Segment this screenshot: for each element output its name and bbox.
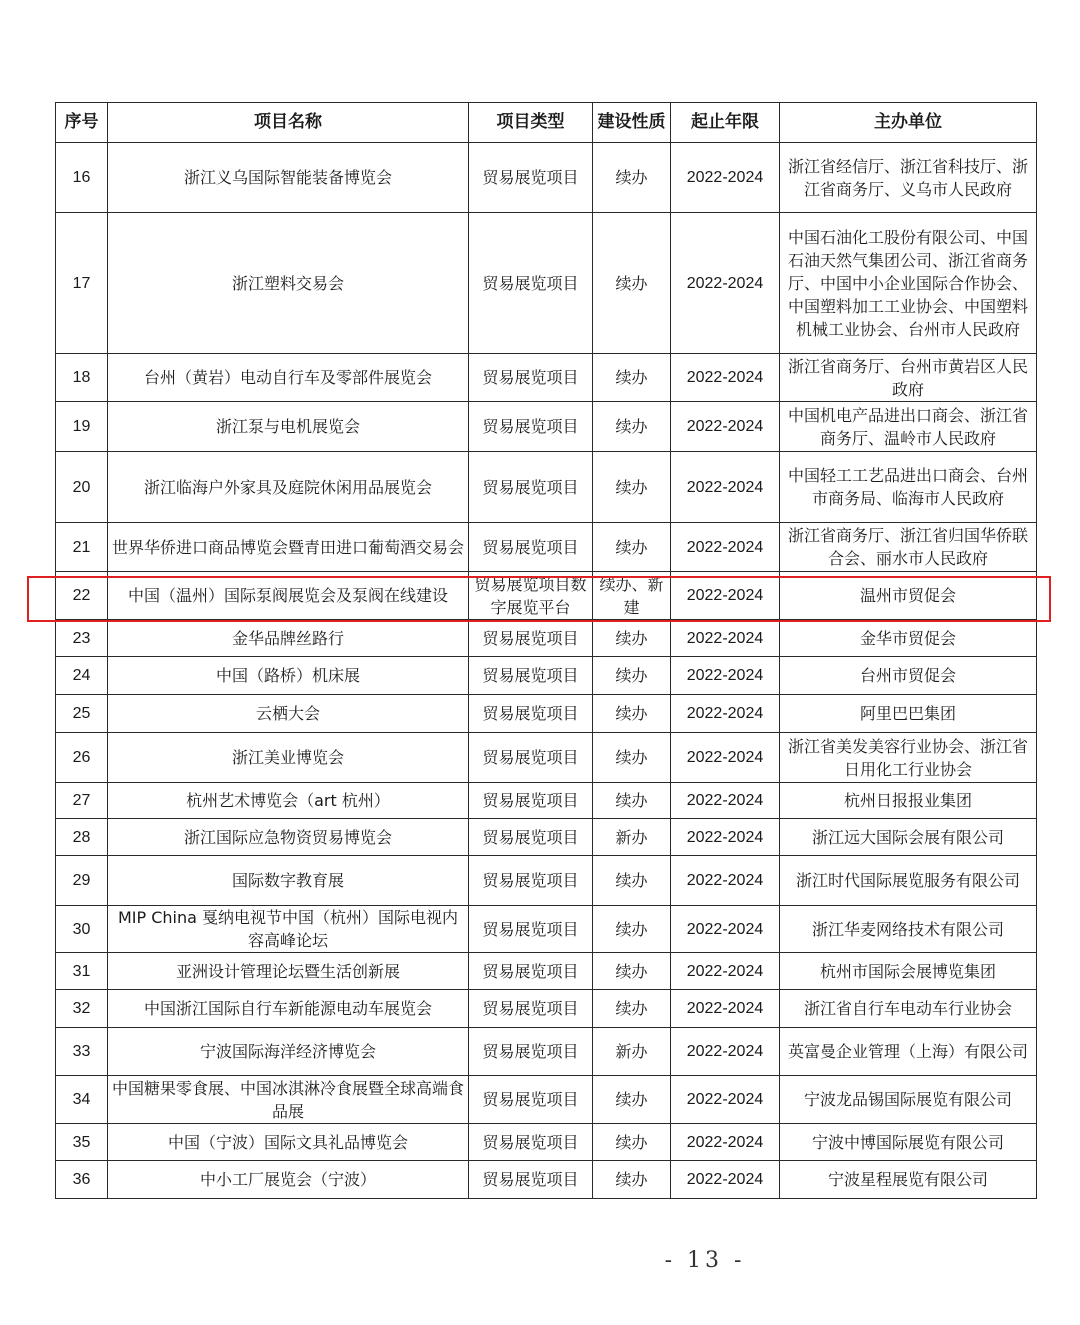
cell-organizer: 杭州市国际会展博览集团	[780, 953, 1037, 990]
cell-project-name: 中国浙江国际自行车新能源电动车展览会	[108, 990, 469, 1028]
cell-project-name: 亚洲设计管理论坛暨生活创新展	[108, 953, 469, 990]
cell-project-name: 中国（温州）国际泵阀展览会及泵阀在线建设	[108, 572, 469, 620]
cell-seq: 33	[56, 1028, 108, 1076]
cell-project-type: 贸易展览项目	[469, 1076, 593, 1124]
header-organizer: 主办单位	[780, 103, 1037, 143]
table-row	[56, 733, 1037, 783]
cell-seq: 17	[56, 213, 108, 354]
cell-project-type: 贸易展览项目	[469, 402, 593, 452]
table-row	[56, 819, 1037, 856]
cell-seq: 26	[56, 733, 108, 783]
cell-organizer: 台州市贸促会	[780, 657, 1037, 695]
cell-project-name: 浙江义乌国际智能装备博览会	[108, 143, 469, 213]
table-row	[56, 143, 1037, 213]
cell-nature: 续办	[593, 733, 671, 783]
cell-period: 2022-2024	[671, 695, 780, 733]
cell-project-type: 贸易展览项目	[469, 1161, 593, 1199]
cell-seq: 36	[56, 1161, 108, 1199]
cell-organizer: 中国机电产品进出口商会、浙江省商务厅、温岭市人民政府	[780, 402, 1037, 452]
cell-period: 2022-2024	[671, 819, 780, 856]
table-row	[56, 572, 1037, 620]
cell-nature: 续办	[593, 1124, 671, 1161]
table-row	[56, 1124, 1037, 1161]
cell-period: 2022-2024	[671, 856, 780, 906]
cell-seq: 35	[56, 1124, 108, 1161]
cell-project-name: 中国糖果零食展、中国冰淇淋冷食展暨全球高端食品展	[108, 1076, 469, 1124]
cell-nature: 续办	[593, 657, 671, 695]
cell-project-type: 贸易展览项目	[469, 1124, 593, 1161]
cell-project-type: 贸易展览项目	[469, 819, 593, 856]
cell-project-type: 贸易展览项目	[469, 620, 593, 657]
cell-period: 2022-2024	[671, 733, 780, 783]
cell-organizer: 英富曼企业管理（上海）有限公司	[780, 1028, 1037, 1076]
cell-organizer: 浙江省商务厅、浙江省归国华侨联合会、丽水市人民政府	[780, 523, 1037, 572]
cell-project-type: 贸易展览项目	[469, 990, 593, 1028]
cell-nature: 新办	[593, 819, 671, 856]
cell-project-type: 贸易展览项目	[469, 452, 593, 523]
cell-project-type: 贸易展览项目	[469, 906, 593, 953]
cell-project-name: MIP China 戛纳电视节中国（杭州）国际电视内容高峰论坛	[108, 906, 469, 953]
cell-seq: 27	[56, 783, 108, 819]
cell-period: 2022-2024	[671, 1124, 780, 1161]
cell-project-name: 浙江塑料交易会	[108, 213, 469, 354]
cell-project-name: 浙江泵与电机展览会	[108, 402, 469, 452]
cell-seq: 23	[56, 620, 108, 657]
table-row	[56, 620, 1037, 657]
cell-project-name: 宁波国际海洋经济博览会	[108, 1028, 469, 1076]
cell-period: 2022-2024	[671, 990, 780, 1028]
cell-project-name: 浙江国际应急物资贸易博览会	[108, 819, 469, 856]
cell-period: 2022-2024	[671, 452, 780, 523]
cell-project-type: 贸易展览项目	[469, 783, 593, 819]
cell-project-name: 浙江临海户外家具及庭院休闲用品展览会	[108, 452, 469, 523]
cell-nature: 续办	[593, 1161, 671, 1199]
cell-nature: 新办	[593, 1028, 671, 1076]
cell-period: 2022-2024	[671, 213, 780, 354]
cell-seq: 25	[56, 695, 108, 733]
table-row	[56, 452, 1037, 523]
cell-seq: 32	[56, 990, 108, 1028]
table-row	[56, 783, 1037, 819]
cell-project-type: 贸易展览项目	[469, 213, 593, 354]
cell-project-type: 贸易展览项目	[469, 695, 593, 733]
cell-seq: 28	[56, 819, 108, 856]
cell-nature: 续办	[593, 620, 671, 657]
cell-period: 2022-2024	[671, 572, 780, 620]
cell-nature: 续办	[593, 856, 671, 906]
table-row	[56, 695, 1037, 733]
project-table	[55, 102, 1037, 1199]
cell-period: 2022-2024	[671, 354, 780, 402]
table-row	[56, 402, 1037, 452]
cell-nature: 续办	[593, 523, 671, 572]
cell-nature: 续办	[593, 143, 671, 213]
table-row	[56, 657, 1037, 695]
cell-organizer: 浙江省自行车电动车行业协会	[780, 990, 1037, 1028]
cell-seq: 18	[56, 354, 108, 402]
cell-period: 2022-2024	[671, 620, 780, 657]
header-period: 起止年限	[671, 103, 780, 143]
table-row	[56, 856, 1037, 906]
cell-period: 2022-2024	[671, 523, 780, 572]
cell-project-type: 贸易展览项目	[469, 354, 593, 402]
table-row	[56, 1028, 1037, 1076]
cell-nature: 续办	[593, 783, 671, 819]
cell-nature: 续办	[593, 402, 671, 452]
cell-project-name: 云栖大会	[108, 695, 469, 733]
cell-project-type: 贸易展览项目	[469, 1028, 593, 1076]
cell-organizer: 浙江省商务厅、台州市黄岩区人民政府	[780, 354, 1037, 402]
cell-nature: 续办	[593, 695, 671, 733]
cell-organizer: 浙江远大国际会展有限公司	[780, 819, 1037, 856]
cell-project-type: 贸易展览项目	[469, 733, 593, 783]
table-row	[56, 953, 1037, 990]
cell-organizer: 杭州日报报业集团	[780, 783, 1037, 819]
cell-nature: 续办	[593, 953, 671, 990]
cell-project-type: 贸易展览项目	[469, 657, 593, 695]
cell-seq: 30	[56, 906, 108, 953]
cell-organizer: 温州市贸促会	[780, 572, 1037, 620]
header-seq: 序号	[56, 103, 108, 143]
cell-seq: 29	[56, 856, 108, 906]
table-row	[56, 906, 1037, 953]
cell-period: 2022-2024	[671, 143, 780, 213]
cell-period: 2022-2024	[671, 1028, 780, 1076]
cell-organizer: 阿里巴巴集团	[780, 695, 1037, 733]
cell-project-name: 世界华侨进口商品博览会暨青田进口葡萄酒交易会	[108, 523, 469, 572]
cell-project-name: 浙江美业博览会	[108, 733, 469, 783]
cell-organizer: 浙江华麦网络技术有限公司	[780, 906, 1037, 953]
cell-organizer: 宁波星程展览有限公司	[780, 1161, 1037, 1199]
cell-nature: 续办	[593, 452, 671, 523]
cell-organizer: 浙江省经信厅、浙江省科技厅、浙江省商务厅、义乌市人民政府	[780, 143, 1037, 213]
cell-organizer: 浙江省美发美容行业协会、浙江省日用化工行业协会	[780, 733, 1037, 783]
cell-nature: 续办、新建	[593, 572, 671, 620]
cell-period: 2022-2024	[671, 657, 780, 695]
page-number: - 13 -	[664, 1248, 746, 1273]
cell-nature: 续办	[593, 213, 671, 354]
cell-organizer: 金华市贸促会	[780, 620, 1037, 657]
cell-project-type: 贸易展览项目	[469, 953, 593, 990]
table-row	[56, 1161, 1037, 1199]
table-row	[56, 523, 1037, 572]
cell-project-type: 贸易展览项目	[469, 856, 593, 906]
table-row	[56, 354, 1037, 402]
cell-project-name: 国际数字教育展	[108, 856, 469, 906]
cell-project-name: 中国（路桥）机床展	[108, 657, 469, 695]
header-nature: 建设性质	[593, 103, 671, 143]
cell-nature: 续办	[593, 990, 671, 1028]
cell-project-name: 中小工厂展览会（宁波）	[108, 1161, 469, 1199]
cell-project-name: 台州（黄岩）电动自行车及零部件展览会	[108, 354, 469, 402]
table-row	[56, 990, 1037, 1028]
cell-organizer: 中国轻工工艺品进出口商会、台州市商务局、临海市人民政府	[780, 452, 1037, 523]
cell-project-type: 贸易展览项目	[469, 523, 593, 572]
cell-seq: 24	[56, 657, 108, 695]
cell-organizer: 中国石油化工股份有限公司、中国石油天然气集团公司、浙江省商务厅、中国中小企业国际合作协会、中国塑料加工工业协会、中国塑料机械工业协会、台州市人民政府	[780, 213, 1037, 354]
cell-seq: 21	[56, 523, 108, 572]
cell-nature: 续办	[593, 354, 671, 402]
cell-period: 2022-2024	[671, 402, 780, 452]
cell-project-type: 贸易展览项目数字展览平台	[469, 572, 593, 620]
cell-seq: 34	[56, 1076, 108, 1124]
cell-seq: 31	[56, 953, 108, 990]
cell-project-name: 中国（宁波）国际文具礼品博览会	[108, 1124, 469, 1161]
table-body	[56, 143, 1037, 1199]
cell-seq: 22	[56, 572, 108, 620]
header-row	[56, 103, 1037, 143]
cell-project-name: 金华品牌丝路行	[108, 620, 469, 657]
cell-organizer: 浙江时代国际展览服务有限公司	[780, 856, 1037, 906]
cell-nature: 续办	[593, 906, 671, 953]
cell-organizer: 宁波中博国际展览有限公司	[780, 1124, 1037, 1161]
cell-period: 2022-2024	[671, 1076, 780, 1124]
cell-seq: 16	[56, 143, 108, 213]
cell-seq: 20	[56, 452, 108, 523]
cell-seq: 19	[56, 402, 108, 452]
header-type: 项目类型	[469, 103, 593, 143]
table-row	[56, 213, 1037, 354]
cell-project-type: 贸易展览项目	[469, 143, 593, 213]
table-row	[56, 1076, 1037, 1124]
cell-period: 2022-2024	[671, 783, 780, 819]
cell-project-name: 杭州艺术博览会（art 杭州）	[108, 783, 469, 819]
header-name: 项目名称	[108, 103, 469, 143]
cell-period: 2022-2024	[671, 953, 780, 990]
cell-period: 2022-2024	[671, 1161, 780, 1199]
cell-nature: 续办	[593, 1076, 671, 1124]
cell-organizer: 宁波龙品锡国际展览有限公司	[780, 1076, 1037, 1124]
cell-period: 2022-2024	[671, 906, 780, 953]
